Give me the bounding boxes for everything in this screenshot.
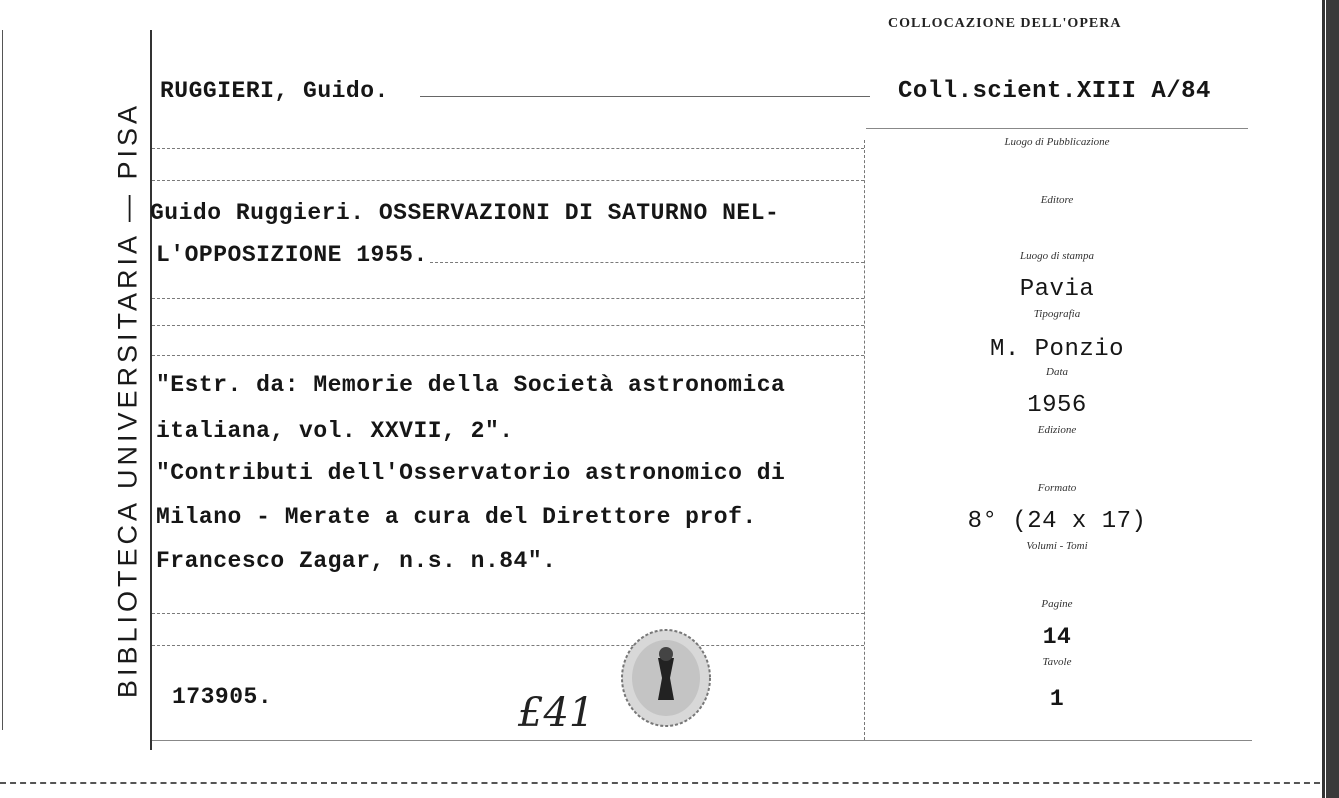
title-line-2: L'OPPOSIZIONE 1955.: [156, 242, 428, 268]
value-tipografia: M. Ponzio: [989, 336, 1125, 363]
rule-bottom: [152, 740, 1252, 741]
author-rule: [420, 96, 870, 97]
label-luogo-pubblicazione: Luogo di Pubblicazione: [1004, 136, 1110, 148]
note-line-1: "Estr. da: Memorie della Società astronomica: [156, 372, 786, 398]
library-stamp: [618, 628, 714, 728]
collocation-header: COLLOCAZIONE DELL'OPERA: [888, 16, 1122, 31]
card-bottom-edge: [0, 782, 1320, 784]
author-heading: RUGGIERI, Guido.: [160, 78, 389, 104]
value-tavole: 1: [1049, 686, 1065, 712]
rule-7: [152, 645, 864, 646]
note-line-5: Francesco Zagar, n.s. n.84".: [156, 548, 557, 574]
value-luogo-stampa: Pavia: [1019, 276, 1095, 303]
column-rule: [864, 140, 865, 740]
value-pagine: 14: [1042, 624, 1072, 650]
margin-rule: [150, 30, 152, 750]
label-tavole: Tavole: [1042, 656, 1072, 668]
note-line-4: Milano - Merate a cura del Direttore prof.: [156, 504, 757, 530]
value-formato: 8° (24 x 17): [967, 508, 1147, 535]
label-edizione: Edizione: [1037, 424, 1077, 436]
label-volumi-tomi: Volumi - Tomi: [1026, 540, 1088, 552]
note-line-2: italiana, vol. XXVII, 2".: [156, 418, 514, 444]
rule-4: [152, 325, 864, 326]
label-luogo-stampa: Luogo di stampa: [1020, 250, 1094, 262]
label-tipografia: Tipografia: [1033, 308, 1081, 320]
publication-fields: [866, 130, 1248, 730]
rule-5: [152, 355, 864, 356]
card-scan-edge: [1326, 0, 1339, 798]
shelfmark-rule: [866, 128, 1248, 129]
title-rule: [430, 262, 864, 263]
label-formato: Formato: [1037, 482, 1077, 494]
rule-2: [152, 180, 864, 181]
rule-6: [152, 613, 864, 614]
note-line-3: "Contributi dell'Osservatorio astronomico di: [156, 460, 786, 486]
value-data: 1956: [1027, 392, 1087, 419]
shelfmark: Coll.scient.XIII A/84: [898, 78, 1211, 105]
accession-number: 173905.: [172, 684, 273, 710]
library-margin-text: BIBLIOTECA UNIVERSITARIA — PISA: [112, 101, 143, 699]
label-editore: Editore: [1040, 194, 1074, 206]
handwritten-number: £41: [518, 690, 595, 736]
card-right-edge: [1322, 0, 1325, 798]
rule-3: [152, 298, 864, 299]
rule-1: [152, 148, 864, 149]
label-pagine: Pagine: [1041, 598, 1073, 610]
label-data: Data: [1046, 366, 1068, 378]
title-line-1: Guido Ruggieri. OSSERVAZIONI DI SATURNO NEL-: [150, 200, 780, 226]
card-left-edge: [2, 30, 3, 730]
